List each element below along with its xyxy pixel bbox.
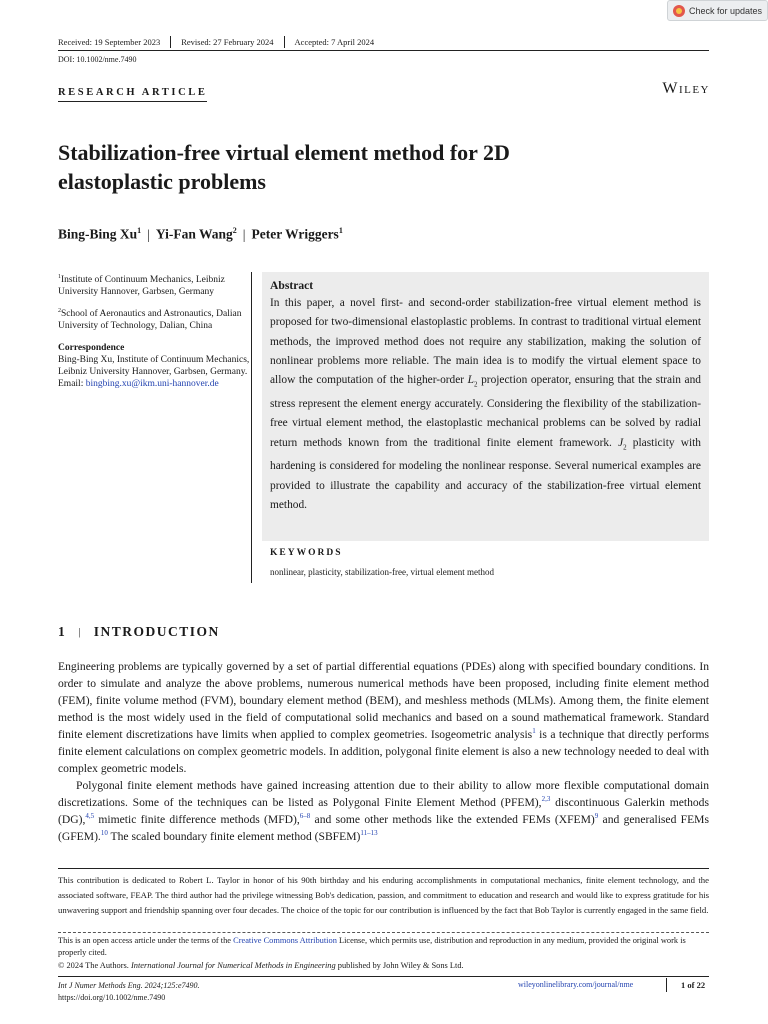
abstract-heading: Abstract (270, 279, 314, 292)
abstract-divider (251, 272, 252, 583)
affiliations (58, 271, 250, 390)
journal-citation: Int J Numer Methods Eng. 2024;125:e7490. (58, 981, 200, 990)
citation-link[interactable]: 10 (100, 829, 108, 838)
footnote-dashed-rule (58, 932, 709, 933)
author-separator: | (242, 226, 246, 242)
revised-date: Revised: 27 February 2024 (171, 36, 284, 48)
publisher-logo[interactable]: Wiley (662, 80, 710, 97)
paragraph: Engineering problems are typically governed by a set of partial differential equations (PDEs) along with specified boundary conditions. In order to simulate and analyze the above problems, numerous numerical methods have been proposed, including finite element method (FEM), finite volume method (FVM), boundary element method (BEM), and meshless methods (MLMs). Among them, the finite element method is the most widely used in the field of computational solid mechanics and based on a sound mathematical framework. Standard finite element discretizations have limits when applied to complex geometries. Isogeometric analysis$^1$ is a technique that directly performs finite element calculations on complex geometric models. In addition, polygonal finite element is also a new technology needed to deal with complex geometric models. (58, 660, 710, 776)
header-rule (58, 50, 709, 51)
author-separator: | (147, 226, 150, 242)
correspondence-heading: Correspondence (58, 343, 125, 354)
citation-link[interactable]: 1 (532, 727, 536, 736)
citation-link[interactable]: 6–8 (299, 812, 311, 821)
check-for-updates-button[interactable] (667, 0, 768, 21)
license-footnote: This is an open access article under the terms of the Creative Commons Attribution License, which permits use, distribution and reproduction in any medium, provided the original work is properly cited. © 2024 The Authors. International Journal for Numerical Methods in Engineering published by John Wiley & Sons Ltd. (58, 935, 709, 972)
received-date: Received: 19 September 2023 (58, 36, 171, 48)
citation-link[interactable]: 4,5 (85, 812, 95, 821)
check-for-updates-label: Check for updates (689, 5, 763, 16)
article-type: RESEARCH ARTICLE (58, 87, 207, 102)
abstract-text: In this paper, a novel first- and second-order stabilization-free virtual element method is proposed for two-dimensional elastoplastic problems. In contrast to traditional virtual element methods, the improved method does not require any stabilization, making the solution of nonlinear problems more reliable. The main idea is to modify the virtual element space to allow the computation of the higher-order $L_2$ projection operator, ensuring that the strain and stress represent the element energy accurately. Considering the flexibility of the stabilization-free virtual element method, the elastoplastic mechanical problems can be solved by radial return methods known from the traditional finite element framework. $J_2$ plasticity with hardening is considered for modeling the nonlinear response. Several numerical examples are provided to illustrate the capability and accuracy of the stabilization-free virtual element method. (270, 297, 701, 511)
abstract-box (262, 272, 709, 541)
footer-rule (58, 976, 709, 977)
email-link[interactable]: bingbing.xu@ikm.uni-hannover.de (85, 379, 219, 390)
affiliation-1: $^1$Institute of Continuum Mechanics, Leibniz University Hannover, Garbsen, Germany (58, 274, 225, 298)
correspondence-text: Bing-Bing Xu, Institute of Continuum Mechanics, Leibniz University Hannover, Garbsen, Germany. Email: bingbing.xu@ikm.uni-hannover.de (58, 355, 250, 390)
author-name[interactable]: Bing-Bing Xu$^1$ (58, 226, 142, 242)
citation-link[interactable]: 11–13 (360, 829, 378, 838)
doi-link[interactable]: https://doi.org/10.1002/nme.7490 (58, 993, 166, 1002)
footnote-rule (58, 868, 709, 869)
section-number: 1 (58, 624, 67, 639)
author-list (58, 226, 343, 243)
section-title: INTRODUCTION (93, 624, 220, 639)
citation-link[interactable]: 9 (594, 812, 599, 821)
article-dates (58, 36, 384, 48)
footer-citation (58, 980, 200, 1004)
crossmark-icon (673, 5, 685, 17)
copyright-line: © 2024 The Authors. International Journal for Numerical Methods in Engineering published by John Wiley & Sons Ltd. (58, 960, 464, 970)
dedication-footnote: This contribution is dedicated to Robert L. Taylor in honor of his 90th birthday and his enduring accomplishments in computational mechanics, finite element technology, and the associated software, FEAP. The third author had the privilege witnessing Bob's dedication, passion, and commitment to education and research and would like to express gratitude for his unwavering support and friendship spanning over four decades. The choice of the topic for our contribution is influenced by the fact that Bob Taylor is currently engaged in the same field. (58, 875, 709, 915)
doi-text: DOI: 10.1002/nme.7490 (58, 55, 137, 64)
article-title: Stabilization-free virtual element method for 2D elastoplastic problems (58, 140, 510, 194)
page-number: 1 of 22 (666, 978, 705, 992)
journal-site-link[interactable]: wileyonlinelibrary.com/journal/nme (518, 980, 634, 989)
cc-license-link[interactable]: Creative Commons Attribution (233, 936, 337, 945)
body-text (58, 658, 709, 846)
paragraph: Polygonal finite element methods have gained increasing attention due to their ability to allow more flexible computational domain discretizations. Some of the techniques can be listed as Polygonal Finite Element Method (PFEM),$^{2,3}$ discontinuous Galerkin methods (DG),$^{4,5}$ mimetic finite difference methods (MFD),$^{6-8}$ and some other methods like the extended FEMs (XFEM)$^9$ and generalised FEMs (GFEM).$^{10}$ The scaled boundary finite element method (SBFEM)$^{11-13}$ (58, 779, 709, 844)
section-separator: | (78, 626, 82, 638)
citation-link[interactable]: 2,3 (541, 795, 551, 804)
author-name[interactable]: Yi-Fan Wang$^2$ (155, 226, 237, 242)
keywords-heading: KEYWORDS (270, 548, 343, 558)
author-name[interactable]: Peter Wriggers$^1$ (251, 226, 343, 242)
keywords-text: nonlinear, plasticity, stabilization-free, virtual element method (270, 567, 494, 577)
section-heading (58, 624, 220, 640)
accepted-date: Accepted: 7 April 2024 (294, 37, 375, 47)
affiliation-2: $^2$School of Aeronautics and Astronautics, Dalian University of Technology, Dalian, China (58, 308, 242, 332)
